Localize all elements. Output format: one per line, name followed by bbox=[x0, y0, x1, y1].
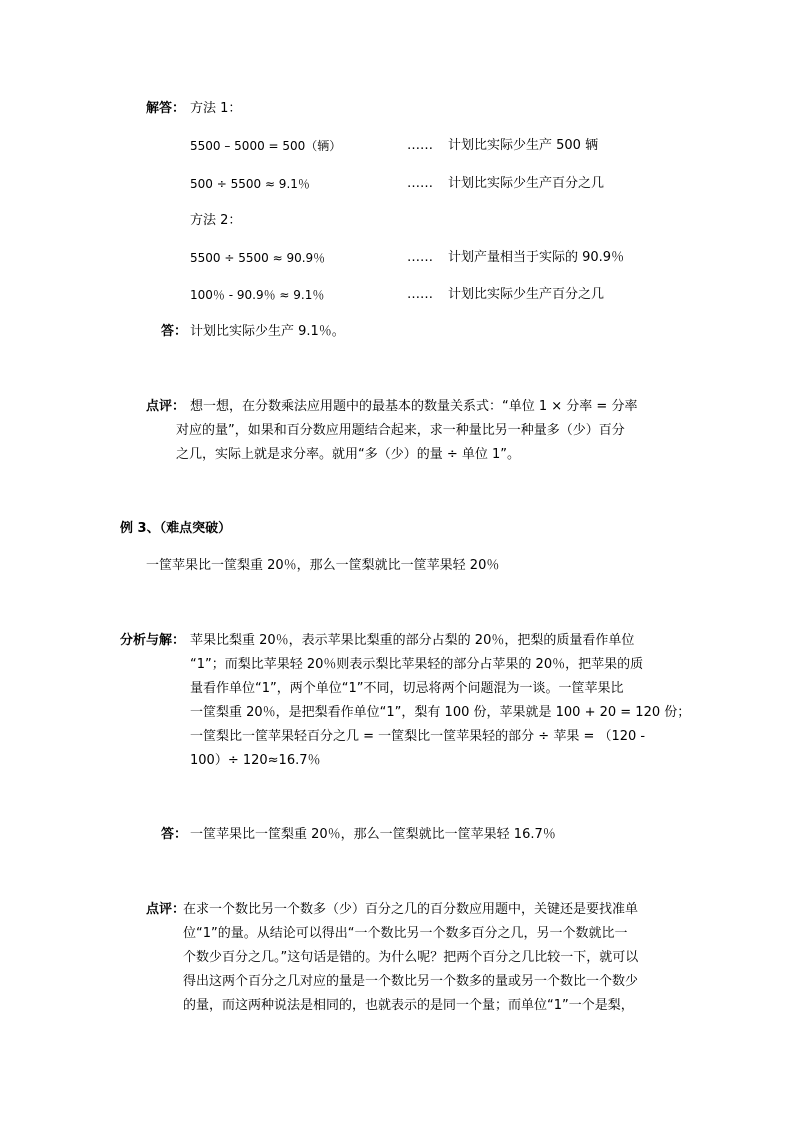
method1-title: 方法 1： bbox=[190, 101, 242, 116]
step-note: 计划比实际少生产百分之几 bbox=[448, 287, 605, 302]
analysis-line: 苹果比梨重 20％，表示苹果比梨重的部分占梨的 20％，把梨的质量看作单位 bbox=[190, 633, 635, 648]
comment-line: 得出这两个百分之几对应的量是一个数比另一个数多的量或另一个数比一个数少 bbox=[183, 974, 639, 989]
analysis-line: “1”；而梨比苹果轻 20％则表示梨比苹果轻的部分占苹果的 20％，把苹果的质 bbox=[190, 657, 644, 672]
answer-label: 答： bbox=[161, 324, 188, 339]
step-dots: …… bbox=[407, 176, 433, 191]
step-note: 计划产量相当于实际的 90.9％ bbox=[448, 250, 625, 265]
step-expression: 5500 ÷ 5500 ≈ 90.9％ bbox=[190, 251, 326, 265]
answer-text: 计划比实际少生产 9.1％。 bbox=[190, 324, 345, 339]
comment-line: 在求一个数比另一个数多（少）百分之几的百分数应用题中，关键还是要找准单 bbox=[183, 902, 639, 917]
comment-label: 点评： bbox=[146, 902, 186, 917]
analysis-line: 100）÷ 120≈16.7％ bbox=[190, 753, 321, 768]
comment-line: 个数少百分之几。”这句话是错的。为什么呢？把两个百分之几比较一下，就可以 bbox=[183, 950, 639, 965]
comment-line: 对应的量”，如果和百分数应用题结合起来，求一种量比另一种量多（少）百分 bbox=[176, 423, 625, 438]
step-note: 计划比实际少生产 500 辆 bbox=[448, 138, 599, 153]
step-expression: 5500 – 5000 = 500（辆） bbox=[190, 139, 342, 153]
method2-title: 方法 2： bbox=[190, 213, 242, 228]
step-note: 计划比实际少生产百分之几 bbox=[448, 176, 605, 191]
step-dots: …… bbox=[407, 250, 433, 265]
answer-label: 答： bbox=[161, 827, 188, 842]
step-expression: 100％ - 90.9％ ≈ 9.1％ bbox=[190, 288, 325, 302]
analysis-line: 一筐梨比一筐苹果轻百分之几 = 一筐梨比一筐苹果轻的部分 ÷ 苹果 = （120 - bbox=[190, 729, 646, 744]
analysis-label: 分析与解： bbox=[120, 633, 186, 648]
step-dots: …… bbox=[407, 138, 433, 153]
example-title: 例 3、（难点突破） bbox=[120, 521, 232, 536]
analysis-line: 量看作单位“1”，两个单位“1”不同，切忌将两个问题混为一谈。一筐苹果比 bbox=[190, 681, 624, 696]
answer-text: 一筐苹果比一筐梨重 20％，那么一筐梨就比一筐苹果轻 16.7％ bbox=[190, 827, 556, 842]
comment-line: 之几，实际上就是求分率。就用“多（少）的量 ÷ 单位 1”。 bbox=[176, 447, 521, 462]
step-expression: 500 ÷ 5500 ≈ 9.1％ bbox=[190, 177, 310, 191]
analysis-line: 一筐梨重 20％，是把梨看作单位“1”，梨有 100 份，苹果就是 100 + 20 = 120 份； bbox=[190, 705, 691, 720]
example-problem: 一筐苹果比一筐梨重 20％，那么一筐梨就比一筐苹果轻 20％ bbox=[146, 558, 500, 573]
comment-line: 想一想，在分数乘法应用题中的最基本的数量关系式：“单位 1 × 分率 = 分率 bbox=[190, 399, 638, 414]
comment-line: 的量，而这两种说法是相同的，也就表示的是同一个量；而单位“1”一个是梨， bbox=[183, 998, 634, 1013]
solution-label: 解答： bbox=[146, 101, 186, 116]
comment-line: 位“1”的量。从结论可以得出“一个数比另一个数多百分之几，另一个数就比一 bbox=[183, 926, 628, 941]
comment-label: 点评： bbox=[146, 399, 186, 414]
step-dots: …… bbox=[407, 287, 433, 302]
